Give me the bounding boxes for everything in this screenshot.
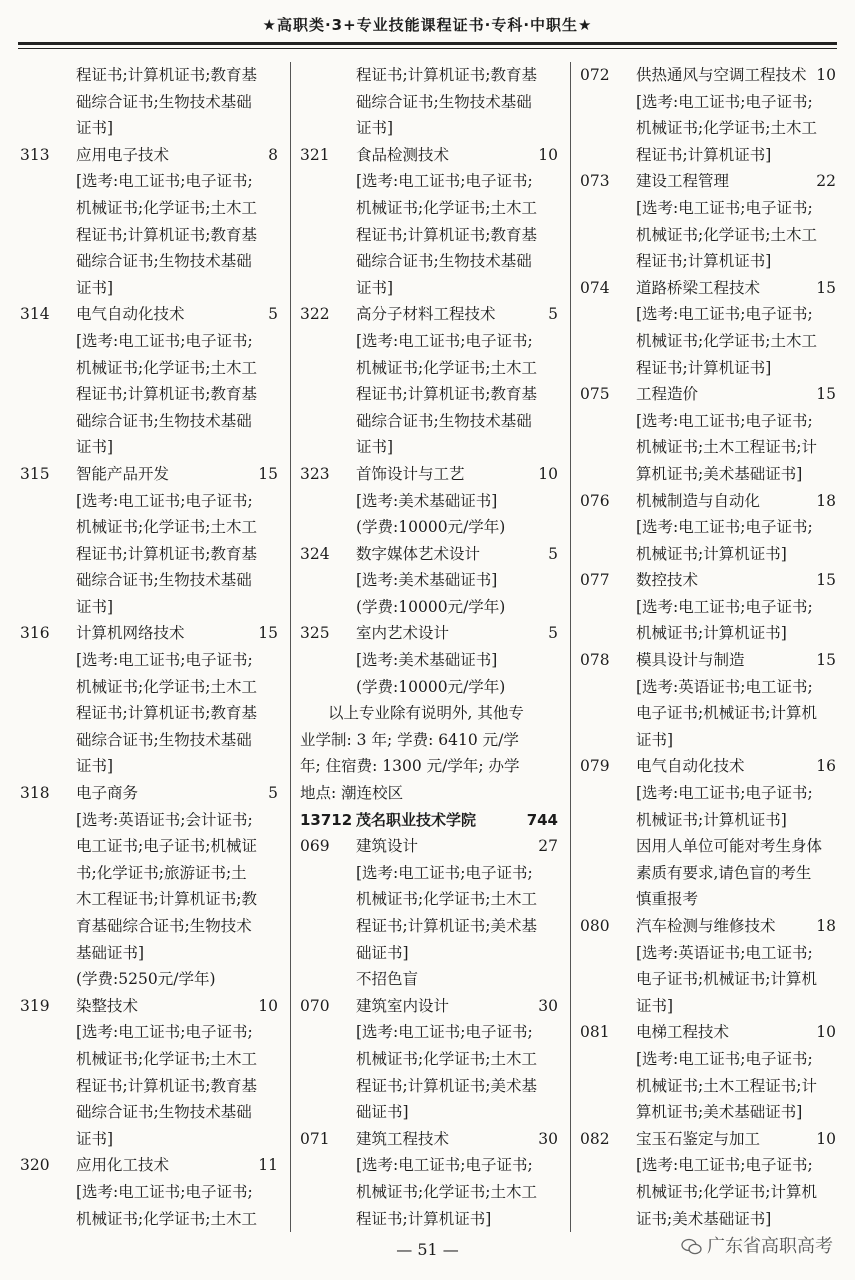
school-code: 13712 bbox=[300, 810, 353, 829]
entry-detail-line: [选考:电工证书;电子证书; bbox=[636, 411, 813, 430]
entry-detail-line: 证书] bbox=[356, 438, 394, 457]
major-name: 电梯工程技术 bbox=[636, 1023, 730, 1042]
entry-detail-line: 证书;美术基础证书] bbox=[636, 1209, 772, 1228]
entry-detail-line: [选考:电工证书;电子证书; bbox=[356, 1023, 533, 1042]
entry-detail-line: 础综合证书;生物技术基础 bbox=[76, 411, 252, 430]
continued-line: 础综合证书;生物技术基础 bbox=[356, 92, 532, 111]
major-name: 首饰设计与工艺 bbox=[356, 464, 465, 483]
enrollment-count: 10 bbox=[816, 66, 836, 84]
major-entry bbox=[580, 62, 840, 89]
major-entry bbox=[580, 913, 840, 940]
major-code: 079 bbox=[580, 757, 610, 776]
entry-detail-line: 证书] bbox=[76, 1129, 114, 1148]
major-entry bbox=[300, 993, 562, 1020]
major-code: 321 bbox=[300, 145, 330, 164]
enrollment-count: 5 bbox=[268, 305, 278, 324]
enrollment-count: 18 bbox=[816, 917, 836, 935]
school-name: 茂名职业技术学院 bbox=[356, 810, 477, 829]
major-name: 数控技术 bbox=[636, 571, 699, 590]
entry-detail-line: 程证书;计算机证书;教育基 bbox=[356, 225, 537, 244]
entry-detail-line: 慎重报考 bbox=[636, 890, 699, 909]
entry-detail-line: [选考:美术基础证书] bbox=[356, 571, 498, 590]
major-code: 072 bbox=[580, 66, 610, 84]
entry-detail-line: 程证书;计算机证书;教育基 bbox=[76, 385, 257, 404]
enrollment-count: 30 bbox=[538, 1129, 558, 1148]
entry-detail-line: (学费:10000元/学年) bbox=[356, 677, 506, 696]
major-entry bbox=[580, 168, 840, 195]
major-entry bbox=[300, 620, 562, 647]
entry-detail-line: 机械证书;化学证书;土木工 bbox=[356, 198, 537, 217]
entry-detail-line: 础证书] bbox=[356, 1103, 409, 1122]
entry-detail-line: 机械证书;化学证书;土木工 bbox=[356, 1182, 537, 1201]
major-entry bbox=[300, 1126, 562, 1153]
major-name: 机械制造与自动化 bbox=[636, 491, 761, 510]
major-code: 075 bbox=[580, 385, 610, 404]
continued-line: 程证书;计算机证书;教育基 bbox=[76, 66, 257, 84]
entry-detail-line: 机械证书;计算机证书] bbox=[636, 624, 787, 643]
major-name: 工程造价 bbox=[636, 385, 699, 404]
column-2 bbox=[300, 62, 562, 1232]
major-code: 314 bbox=[20, 305, 50, 324]
major-entry bbox=[20, 301, 282, 328]
watermark-text: 广东省高职高考 bbox=[707, 1236, 833, 1257]
major-entry bbox=[20, 142, 282, 169]
entry-detail-line: 算机证书;美术基础证书] bbox=[636, 1103, 803, 1122]
major-name: 电气自动化技术 bbox=[636, 757, 745, 776]
major-name: 道路桥梁工程技术 bbox=[636, 278, 761, 297]
column-divider bbox=[570, 62, 571, 1232]
major-code: 069 bbox=[300, 837, 330, 856]
entry-detail-line: [选考:电工证书;电子证书; bbox=[76, 1023, 253, 1042]
enrollment-count: 15 bbox=[258, 464, 278, 483]
major-name: 建筑工程技术 bbox=[356, 1129, 450, 1148]
entry-detail-line: 机械证书;化学证书;土木工 bbox=[636, 119, 817, 138]
major-name: 电子商务 bbox=[76, 784, 139, 803]
page-header: ★高职类·3+专业技能课程证书·专科·中职生★ bbox=[262, 16, 593, 34]
entry-detail-line: 程证书;计算机证书;教育基 bbox=[76, 704, 257, 723]
major-name: 应用化工技术 bbox=[76, 1156, 170, 1175]
entry-detail-line: 机械证书;土木工程证书;计 bbox=[636, 438, 817, 457]
entry-detail-line: [选考:电工证书;电子证书; bbox=[76, 331, 253, 350]
enrollment-count: 15 bbox=[816, 278, 836, 297]
entry-detail-line: [选考:电工证书;电子证书; bbox=[356, 1156, 533, 1175]
continued-line: 础综合证书;生物技术基础 bbox=[76, 92, 252, 111]
entry-detail-line: [选考:电工证书;电子证书; bbox=[356, 172, 533, 191]
entry-detail-line: [选考:美术基础证书] bbox=[356, 651, 498, 670]
major-code: 325 bbox=[300, 624, 330, 643]
major-code: 320 bbox=[20, 1156, 50, 1175]
entry-detail-line: [选考:美术基础证书] bbox=[356, 491, 498, 510]
header-rule-thick bbox=[18, 42, 837, 45]
major-code: 073 bbox=[580, 172, 610, 191]
enrollment-count: 5 bbox=[548, 544, 558, 563]
entry-detail-line: 础证书] bbox=[356, 943, 409, 962]
entry-detail-line: 机械证书;化学证书;土木工 bbox=[76, 1209, 257, 1228]
note-line: 以上专业除有说明外, 其他专 bbox=[328, 704, 524, 723]
watermark bbox=[681, 1232, 833, 1258]
entry-detail-line: [选考:电工证书;电子证书; bbox=[636, 198, 813, 217]
major-name: 电气自动化技术 bbox=[76, 305, 185, 324]
major-code: 313 bbox=[20, 145, 50, 164]
continued-line: 程证书;计算机证书;教育基 bbox=[356, 66, 537, 84]
major-code: 323 bbox=[300, 464, 330, 483]
major-code: 077 bbox=[580, 571, 610, 590]
entry-detail-line: 机械证书;化学证书;土木工 bbox=[76, 198, 257, 217]
entry-detail-line: 因用人单位可能对考生身体 bbox=[636, 837, 823, 856]
major-entry bbox=[20, 620, 282, 647]
major-code: 319 bbox=[20, 996, 50, 1015]
major-name: 高分子材料工程技术 bbox=[356, 305, 496, 324]
entry-detail-line: 础综合证书;生物技术基础 bbox=[356, 252, 532, 271]
enrollment-count: 10 bbox=[816, 1129, 836, 1148]
major-entry bbox=[20, 461, 282, 488]
entry-detail-line: 机械证书;计算机证书] bbox=[636, 544, 787, 563]
major-code: 080 bbox=[580, 917, 610, 935]
continued-line: 证书] bbox=[76, 119, 114, 138]
entry-detail-line: 电子证书;机械证书;计算机 bbox=[636, 970, 817, 989]
enrollment-count: 15 bbox=[816, 571, 836, 590]
note-line: 地点: 潮连校区 bbox=[300, 784, 404, 803]
enrollment-count: 10 bbox=[538, 145, 558, 164]
entry-detail-line: 础综合证书;生物技术基础 bbox=[356, 411, 532, 430]
entry-detail-line: [选考:电工证书;电子证书; bbox=[636, 92, 813, 111]
enrollment-count: 16 bbox=[816, 757, 836, 776]
major-name: 宝玉石鉴定与加工 bbox=[636, 1129, 761, 1148]
entry-detail-line: 证书] bbox=[76, 597, 114, 616]
note-line: 年; 住宿费: 1300 元/学年; 办学 bbox=[300, 757, 520, 776]
entry-detail-line: [选考:电工证书;电子证书; bbox=[636, 597, 813, 616]
major-code: 074 bbox=[580, 278, 610, 297]
major-name: 供热通风与空调工程技术 bbox=[636, 66, 807, 84]
enrollment-count: 5 bbox=[548, 624, 558, 643]
major-entry bbox=[580, 381, 840, 408]
entry-detail-line: 程证书;计算机证书] bbox=[356, 1209, 492, 1228]
major-entry bbox=[20, 1152, 282, 1179]
column-divider bbox=[290, 62, 291, 1232]
major-code: 070 bbox=[300, 996, 330, 1015]
entry-detail-line: [选考:电工证书;电子证书; bbox=[636, 305, 813, 324]
entry-detail-line: [选考:英语证书;会计证书; bbox=[76, 810, 253, 829]
major-name: 建设工程管理 bbox=[636, 172, 730, 191]
entry-detail-line: 程证书;计算机证书;教育基 bbox=[76, 1076, 257, 1095]
entry-detail-line: (学费:10000元/学年) bbox=[356, 518, 506, 537]
major-entry bbox=[300, 833, 562, 860]
major-code: 322 bbox=[300, 305, 330, 324]
continued-line: 证书] bbox=[356, 119, 394, 138]
major-code: 071 bbox=[300, 1129, 330, 1148]
enrollment-count: 5 bbox=[548, 305, 558, 324]
entry-detail-line: 证书] bbox=[76, 278, 114, 297]
entry-detail-line: [选考:电工证书;电子证书; bbox=[636, 1156, 813, 1175]
entry-detail-line: 机械证书;化学证书;土木工 bbox=[356, 890, 537, 909]
entry-detail-line: 证书] bbox=[76, 757, 114, 776]
entry-detail-line: 机械证书;化学证书;土木工 bbox=[356, 358, 537, 377]
entry-detail-line: 程证书;计算机证书] bbox=[636, 358, 772, 377]
entry-detail-line: 程证书;计算机证书] bbox=[636, 252, 772, 271]
entry-detail-line: 证书] bbox=[356, 278, 394, 297]
enrollment-count: 30 bbox=[538, 996, 558, 1015]
major-code: 315 bbox=[20, 464, 50, 483]
major-name: 建筑室内设计 bbox=[356, 996, 450, 1015]
enrollment-count: 10 bbox=[258, 996, 278, 1015]
entry-detail-line: 程证书;计算机证书;美术基 bbox=[356, 917, 537, 935]
entry-detail-line: [选考:英语证书;电工证书; bbox=[636, 943, 813, 962]
major-entry bbox=[580, 1126, 840, 1153]
entry-detail-line: 证书] bbox=[76, 438, 114, 457]
enrollment-count: 8 bbox=[268, 145, 278, 164]
entry-detail-line: 不招色盲 bbox=[356, 970, 419, 989]
enrollment-count: 744 bbox=[526, 810, 558, 829]
enrollment-count: 15 bbox=[258, 624, 278, 643]
entry-detail-line: 算机证书;美术基础证书] bbox=[636, 464, 803, 483]
entry-detail-line: [选考:电工证书;电子证书; bbox=[356, 863, 533, 882]
entry-detail-line: 证书] bbox=[636, 730, 674, 749]
entry-detail-line: 础综合证书;生物技术基础 bbox=[76, 252, 252, 271]
entry-detail-line: [选考:电工证书;电子证书; bbox=[356, 331, 533, 350]
major-name: 室内艺术设计 bbox=[356, 624, 450, 643]
major-name: 计算机网络技术 bbox=[76, 624, 185, 643]
major-code: 082 bbox=[580, 1129, 610, 1148]
column-1 bbox=[20, 62, 282, 1232]
entry-detail-line: 木工程证书;计算机证书;教 bbox=[76, 890, 257, 909]
entry-detail-line: 书;化学证书;旅游证书;土 bbox=[76, 863, 247, 882]
major-entry bbox=[20, 780, 282, 807]
enrollment-count: 10 bbox=[538, 464, 558, 483]
entry-detail-line: 机械证书;计算机证书] bbox=[636, 810, 787, 829]
major-entry bbox=[580, 1019, 840, 1046]
major-code: 318 bbox=[20, 784, 50, 803]
major-code: 081 bbox=[580, 1023, 610, 1042]
enrollment-count: 11 bbox=[258, 1156, 278, 1175]
major-name: 智能产品开发 bbox=[76, 464, 170, 483]
major-entry bbox=[580, 275, 840, 302]
entry-detail-line: 机械证书;化学证书;土木工 bbox=[76, 358, 257, 377]
entry-detail-line: [选考:英语证书;电工证书; bbox=[636, 677, 813, 696]
enrollment-count: 18 bbox=[816, 491, 836, 510]
major-code: 324 bbox=[300, 544, 330, 563]
entry-detail-line: 程证书;计算机证书] bbox=[636, 145, 772, 164]
enrollment-count: 15 bbox=[816, 385, 836, 404]
entry-detail-line: 程证书;计算机证书;教育基 bbox=[356, 385, 537, 404]
entry-detail-line: 电子证书;机械证书;计算机 bbox=[636, 704, 817, 723]
entry-detail-line: 础综合证书;生物技术基础 bbox=[76, 571, 252, 590]
entry-detail-line: [选考:电工证书;电子证书; bbox=[76, 491, 253, 510]
major-entry bbox=[300, 541, 562, 568]
entry-detail-line: 机械证书;化学证书;土木工 bbox=[76, 677, 257, 696]
entry-detail-line: 机械证书;化学证书;计算机 bbox=[636, 1182, 817, 1201]
entry-detail-line: 机械证书;化学证书;土木工 bbox=[76, 1049, 257, 1068]
entry-detail-line: 程证书;计算机证书;美术基 bbox=[356, 1076, 537, 1095]
major-entry bbox=[580, 567, 840, 594]
enrollment-count: 10 bbox=[816, 1023, 836, 1042]
major-entry bbox=[300, 461, 562, 488]
wechat-icon bbox=[681, 1238, 703, 1256]
entry-detail-line: [选考:电工证书;电子证书; bbox=[636, 784, 813, 803]
header-rule-thin bbox=[18, 48, 837, 49]
column-3 bbox=[580, 62, 840, 1232]
major-name: 染整技术 bbox=[76, 996, 139, 1015]
entry-detail-line: 程证书;计算机证书;教育基 bbox=[76, 544, 257, 563]
major-entry bbox=[580, 753, 840, 780]
major-entry bbox=[580, 488, 840, 515]
enrollment-count: 15 bbox=[816, 651, 836, 670]
major-name: 建筑设计 bbox=[356, 837, 419, 856]
major-code: 078 bbox=[580, 651, 610, 670]
entry-detail-line: 机械证书;化学证书;土木工 bbox=[636, 331, 817, 350]
entry-detail-line: [选考:电工证书;电子证书; bbox=[636, 1049, 813, 1068]
entry-detail-line: 基础证书] bbox=[76, 943, 145, 962]
major-name: 模具设计与制造 bbox=[636, 651, 745, 670]
entry-detail-line: 机械证书;化学证书;土木工 bbox=[636, 225, 817, 244]
major-entry bbox=[300, 301, 562, 328]
major-code: 076 bbox=[580, 491, 610, 510]
entry-detail-line: 础综合证书;生物技术基础 bbox=[76, 730, 252, 749]
major-entry bbox=[580, 647, 840, 674]
entry-detail-line: [选考:电工证书;电子证书; bbox=[636, 518, 813, 537]
entry-detail-line: 素质有要求,请色盲的考生 bbox=[636, 863, 812, 882]
entry-detail-line: 机械证书;土木工程证书;计 bbox=[636, 1076, 817, 1095]
entry-detail-line: 育基础综合证书;生物技术 bbox=[76, 917, 252, 935]
enrollment-count: 27 bbox=[538, 837, 558, 856]
entry-detail-line: [选考:电工证书;电子证书; bbox=[76, 172, 253, 191]
entry-detail-line: 证书] bbox=[636, 996, 674, 1015]
entry-detail-line: [选考:电工证书;电子证书; bbox=[76, 651, 253, 670]
enrollment-count: 5 bbox=[268, 784, 278, 803]
page-number: — 51 — bbox=[396, 1240, 459, 1259]
major-name: 汽车检测与维修技术 bbox=[636, 917, 776, 935]
entry-detail-line: 程证书;计算机证书;教育基 bbox=[76, 225, 257, 244]
major-name: 食品检测技术 bbox=[356, 145, 450, 164]
major-code: 316 bbox=[20, 624, 50, 643]
major-entry bbox=[300, 142, 562, 169]
school-header bbox=[300, 807, 562, 834]
major-entry bbox=[20, 993, 282, 1020]
entry-detail-line: 电工证书;电子证书;机械证 bbox=[76, 837, 257, 856]
major-name: 应用电子技术 bbox=[76, 145, 170, 164]
entry-detail-line: (学费:10000元/学年) bbox=[356, 597, 506, 616]
entry-detail-line: 机械证书;化学证书;土木工 bbox=[76, 518, 257, 537]
entry-detail-line: 机械证书;化学证书;土木工 bbox=[356, 1049, 537, 1068]
enrollment-count: 22 bbox=[816, 172, 836, 191]
entry-detail-line: (学费:5250元/学年) bbox=[76, 970, 216, 989]
note-line: 业学制: 3 年; 学费: 6410 元/学 bbox=[300, 730, 519, 749]
entry-detail-line: 础综合证书;生物技术基础 bbox=[76, 1103, 252, 1122]
entry-detail-line: [选考:电工证书;电子证书; bbox=[76, 1182, 253, 1201]
major-name: 数字媒体艺术设计 bbox=[356, 544, 481, 563]
